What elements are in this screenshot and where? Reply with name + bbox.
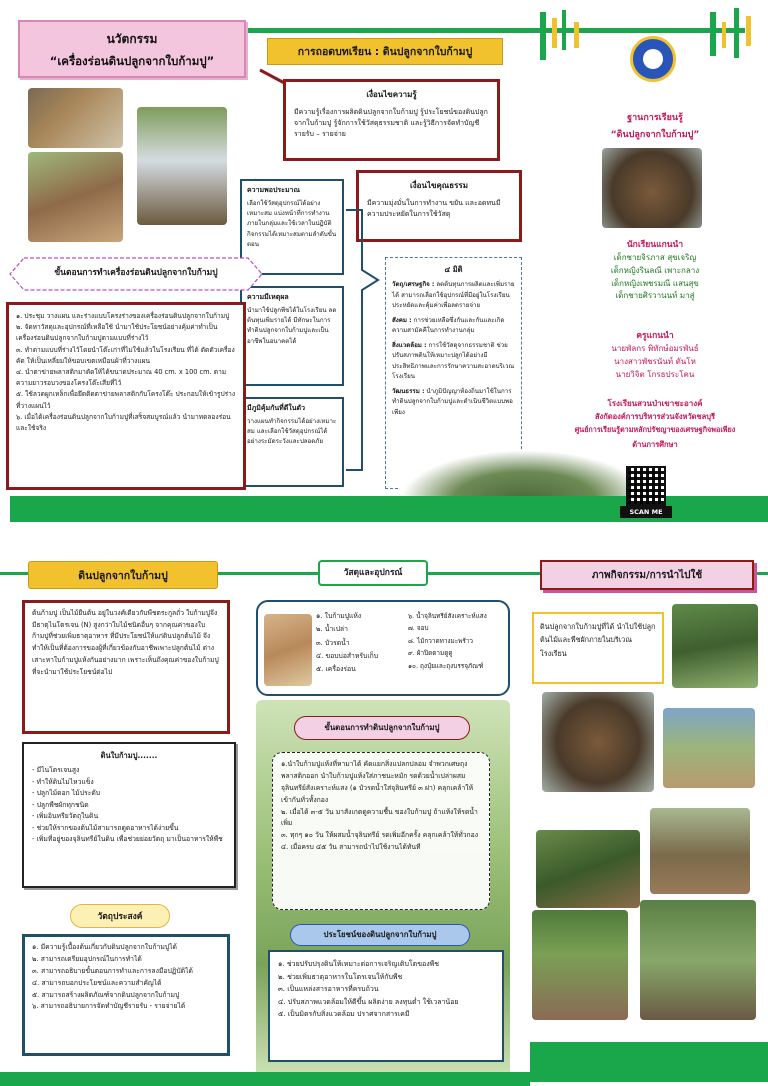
materials-right-list	[408, 610, 510, 672]
teacher-name: นายพัลกร พิทักษ์อมรพันธ์	[611, 344, 699, 353]
material-item: ๗. จอบ	[408, 624, 429, 633]
deco-stripe	[734, 8, 739, 58]
leader-name: เด็กชายจิรภาส สุขเจริญ	[613, 253, 697, 262]
bottom-green-band	[530, 1042, 768, 1082]
material-item: ๕. เครื่องร่อน	[316, 665, 356, 673]
reason-title: ความมีเหตุผล	[247, 293, 289, 301]
process-title-box	[294, 716, 470, 740]
dinbai-box	[22, 742, 236, 888]
hill-photo	[400, 450, 650, 500]
material-item: ๖. น้ำจุลินทรีย์สังเคราะห์แสง	[408, 612, 487, 620]
qr-code	[626, 466, 666, 506]
activity-text: ดินปลูกจากใบก้ามปูที่ได้ นำไปใช้ปลูกต้นไม้และพืชผักภายในบริเวณโรงเรียน	[540, 622, 656, 658]
four-dim-title: ๔ มิติ	[444, 265, 463, 274]
benefit-item: ๕. เป็นมิตรกับสิ่งแวดล้อม ปราศจากสารเคมี	[278, 1010, 410, 1019]
benefit-item: ๓. เป็นแหล่งสารอาหารที่ครบถ้วน	[278, 985, 379, 994]
benefit-box	[268, 950, 504, 1062]
benefit-item: ๔. ปรับสภาพแวดล้อมให้ดีขึ้น ผลิตง่าย ลงทุนต่ำ ใช้เวลาน้อย	[278, 997, 459, 1006]
deco-stripe	[722, 22, 726, 48]
activity-photo	[536, 830, 640, 908]
four-dim-item: สังคม : การช่วยเหลือซึ่งกันและกันและเกิดความสามัคคีในการทำงานกลุ่ม	[392, 316, 505, 335]
teacher-name: นางสาวพัชรนันท์ ตันโห	[614, 356, 696, 366]
activity-photo	[640, 900, 756, 1020]
activity-text-box	[532, 612, 664, 684]
dinbai-title: ดินใบก้ามปู.......	[100, 751, 158, 760]
reason-text: นำมาใช้ปลูกพืชได้ในโรงเรียน ลดต้นทุนเพิ่มรายได้ มีทักษะในการทำดินปลูกจากใบก้ามปูและเป็นอาชีพในอนาคตได้	[247, 307, 337, 345]
purpose-title: วัตถุประสงค์	[97, 912, 143, 922]
activity-photo	[28, 88, 123, 148]
deco-stripe	[552, 18, 557, 48]
soil-intro-box	[22, 600, 230, 734]
activity-photo	[663, 708, 755, 788]
activity-photo	[28, 152, 123, 242]
material-item: ๙. ผ้าปิดตามดูดู	[408, 649, 453, 658]
step-item: ๓. ทำตามแบบที่ร่างไว้โดยนำโต๊ะเก่าที่ไม่ใช้แล้วในโรงเรียน ที่ได้ ตัดตัวเครื่องคัด ให้เป็นเหลี่ยมให้ขอบเขตเหมือนผ้าที่วางแผน	[16, 345, 235, 365]
process-step: ๑.นำใบก้ามปูแห้งที่หามาได้ คัดแยกสิ่งแปลกปลอม จำพวกเศษถุงพลาสติกออก นำใบก้ามปูแห้งใส่ภาชนะหมัก รดด้วยน้ำเปล่าผสมจุลินทรีย์สังเคราะห์แสง (๑ บัวรดน้ำใส่จุลินทรีย์ ๓ ฝา) คลุกเคล้าให้เข้ากันทั่วทั้งกอง	[281, 760, 474, 804]
four-dim-item: วัฒนธรรม : นำภูมิปัญญาท้องถิ่นมาใช้ในการทำดินปลูกจากใบก้ามปูและดำเนินชีวิตแบบพอเพียง	[392, 387, 513, 416]
activity-photo	[137, 107, 227, 225]
benefit-item: ๒. ช่วยเพิ่มธาตุอาหารในโตรเจนให้กับพืช	[278, 972, 403, 981]
process-title: ขั้นตอนการทำดินปลูกจากใบก้ามปู	[324, 723, 440, 732]
soil-pot-photo	[602, 148, 702, 228]
material-item: ๑. ใบก้ามปูแห้ง	[316, 612, 362, 620]
purpose-item: ๕. สามารถสร้างผลิตภัณฑ์จากดินปลูกจากใบก้ามปู	[32, 990, 180, 999]
leaves-photo	[264, 614, 312, 686]
soil-intro-text: ต้นก้ามปู เป็นไม้ยืนต้น อยู่ในวงศ์เดียวกับพืชตระกูลถั่ว ใบก้ามปูจึงมีธาตุไนโตรเจน (N) สูงกว่าใบไม้ชนิดอื่นๆ จากคุณค่าของใบก้ามปูที่ช่วยเพิ่มธาตุอาหาร ที่มีประโยชน์ให้แก่ดินปลูกต้นไม้ จึงทำให้เป็นที่ต้องการของผู้ที่เกี่ยวข้องกับอาชีพเพาะปลูกต้นไม้ ต่างเสาะหาใบก้ามปูแห้งกันอย่างมาก เพราะเห็นถึงคุณค่าของใบก้ามปู ที่จะนำมาใช้ประโยชน์ต่อไป	[32, 609, 219, 676]
dinbai-item: - ปลูกไม้ดอก ไม้ประดับ	[32, 789, 101, 798]
purpose-item: ๔. สามารถบอกประโยชน์และความสำคัญได้	[32, 978, 162, 987]
center-name: ศูนย์การเรียนรู้ตามหลักปรัชญาของเศรษฐกิจพอเพียง	[574, 425, 736, 434]
purpose-item: ๑. มีความรู้เบื้องต้นเกี่ยวกับดินปลูกจากใบก้ามปูได้	[32, 943, 177, 951]
dinbai-item: - เพิ่มอินทรียวัตถุในดิน	[32, 812, 99, 821]
bottom-green-band-left	[0, 1072, 530, 1086]
dinbai-item: - ปลูกพืชผักทุกชนิด	[32, 800, 89, 809]
four-dim-item: วัตถุ/เศรษฐกิจ : ลดต้นทุนการผลิตและเพิ่มรายได้ สามารถเลือกใช้อุปกรณ์ที่มีอยู่ในโรงเรียน ประหยัดและคุ้มค่าเพื่อลดรายจ่าย	[392, 281, 515, 310]
leader-name: เด็กชายศิรวานนท์ มาสู่	[615, 291, 695, 301]
step-item: ๔. นำตาข่ายพลาสติกมาตัดให้ได้ขนาดประมาณ 40 cm. x 100 cm. ตามความยาวรอบวงของโครงโต๊ะเสียที่ไว้	[16, 368, 227, 388]
process-box	[272, 752, 490, 910]
dinbai-item: - ทำให้ดินไม่ไหวแข็ง	[32, 777, 94, 786]
moral-text: มีความมุ่งมั่นในการทำงาน ขยัน และอดทนมีความประหยัดในการใช้วัสดุ	[367, 199, 501, 218]
step-item: ๒. จัดหาวัสดุและอุปกรณ์ที่เหลือใช้ นำมาใช้ประโยชน์อย่างคุ้มค่าทำเป็นเครื่องร่อนดินปลูกจากใบก้ามปูตามแบบที่ร่างไว้	[16, 323, 218, 343]
moderation-text: เลือกใช้วัสดุอุปกรณ์ได้อย่างเหมาะสม แบ่งหน้าที่การทำงานภายในกลุ่มและใช้เวลาในปฏิบัติกิจกรรมได้เหมาะสมตามลำดับขั้นตอน	[247, 200, 337, 248]
immunity-text: วางแผนทำกิจกรรมได้อย่างเหมาะสม และเลือกใช้วัสดุอุปกรณ์ได้อย่างระมัดระวังและปลอดภัย	[247, 418, 337, 446]
material-item: ๓. บัวรดน้ำ	[316, 638, 350, 647]
immunity-box	[240, 397, 344, 487]
purpose-box	[22, 934, 230, 1056]
knowledge-condition-box	[283, 79, 500, 161]
step-item: ๕. ใช้ลวดผูกเหล็กเพื่อยึดติดตาข่ายพลาสติกกับโครงโต๊ะ ประกอบให้เข้ารูปร่างที่วางแผนไว้	[16, 390, 236, 410]
leaders-list	[560, 252, 750, 303]
activity-photo	[532, 910, 628, 1020]
purpose-title-box	[70, 904, 170, 928]
benefit-title-box	[290, 924, 470, 946]
title-line2: “เครื่องร่อนดินปลูกจากใบก้ามปู”	[49, 54, 215, 68]
deco-stripe	[710, 12, 716, 56]
benefit-item: ๑. ช่วยปรับปรุงดินให้เหมาะต่อการเจริญเติบโตของพืช	[278, 960, 439, 968]
activity-title-box	[540, 560, 754, 590]
material-item: ๑๐. ถุงปุ๋ยและถุงบรรจุภัณฑ์	[408, 661, 484, 670]
leader-name: เด็กหญิงรินลณี เพาะกลาง	[610, 265, 700, 275]
activity-title: ภาพกิจกรรม/การนำไปใช้	[591, 570, 703, 581]
immunity-title: มีภูมิคุ้มกันที่ดีในตัว	[247, 404, 306, 412]
materials-box	[256, 600, 510, 696]
activity-photo	[542, 692, 654, 792]
teacher-name: นายวิจิต โกรธประโคน	[615, 369, 695, 379]
activity-photo	[672, 604, 758, 688]
process-step: ๓. ทุกๆ ๑๐ วัน ให้ผสมน้ำจุลินทรีย์ รดเพิ่มอีกครั้ง คลุกเคล้าให้ทั่วกอง	[281, 831, 479, 840]
bracket-arrow	[344, 200, 384, 480]
learning-base-title: ฐานการเรียนรู้	[627, 113, 683, 123]
benefit-title: ประโยชน์ของดินปลูกจากใบก้ามปู	[323, 930, 437, 939]
soil-title: ดินปลูกจากใบก้ามปู	[78, 570, 168, 582]
purpose-item: ๓. สามารถอธิบายขั้นตอนการทำและการลงมือปฏิบัติได้	[32, 966, 193, 975]
deco-stripe	[746, 16, 751, 46]
process-step: ๔. เมื่อครบ ๔๕ วัน สามารถนำไปใช้งานได้ทันที	[281, 843, 421, 852]
step-item: ๖. เมื่อได้เครื่องร่อนดินปลูกจากใบก้ามปูที่เสร็จสมบูรณ์แล้ว นำมาทดลองร่อนและใช้จริง	[16, 412, 231, 433]
leader-name: เด็กหญิงเพชรมณี แสนสุข	[611, 278, 699, 288]
scan-me-label: SCAN ME	[620, 506, 672, 518]
dinbai-item: - ช่วยให้รากของต้นไม้สามารถดูดอาหารได้ง่ายขึ้น	[32, 823, 179, 832]
materials-title-box	[318, 560, 428, 586]
purpose-item: ๒. สามารถเตรียมอุปกรณ์ในการทำได้	[32, 954, 142, 963]
materials-title: วัสดุและอุปกรณ์	[343, 568, 403, 578]
steps-box	[6, 302, 246, 490]
knowledge-title: เงื่อนไขความรู้	[366, 90, 417, 99]
lesson-banner-text: การถอดบทเรียน : ดินปลูกจากใบก้ามปู	[297, 46, 473, 58]
moderation-title: ความพอประมาณ	[247, 186, 300, 194]
dinbai-item: - เพิ่มที่อยู่ของจุลินทรีย์ในดิน เพื่อช่วยย่อยวัตถุ มาเป็นอาหารให้พืช	[32, 835, 223, 844]
material-item: ๒. น้ำเปล่า	[316, 625, 348, 634]
reason-box	[240, 286, 344, 386]
steps-heading: ขั้นตอนการทำเครื่องร่อนดินปลูกจากใบก้ามปู	[54, 268, 218, 278]
school-logo	[630, 36, 676, 82]
learning-base-subtitle: “ดินปลูกจากใบก้ามปู”	[610, 130, 700, 140]
four-dim-item: สิ่งแวดล้อม : การใช้วัสดุจากธรรมชาติ ช่วยปรับสภาพดินให้เหมาะปลูกได้อย่างมีประสิทธิภาพและการรักษาความสะอาดบริเวณโรงเรียน	[392, 341, 515, 381]
purpose-item: ๖. สามารถอธิบายการจัดทำบัญชีรายรับ - รายจ่ายได้	[32, 1002, 186, 1011]
teachers-list	[560, 343, 750, 381]
deco-stripe	[540, 12, 546, 60]
materials-left-list	[316, 610, 416, 676]
soil-title-banner	[28, 561, 218, 589]
teachers-title: ครูแกนนำ	[636, 331, 674, 341]
material-item: ๔. ขอบบ่อสำหรับเก็บ	[316, 651, 379, 660]
process-step: ๒. เมื่อได้ ๓-๕ วัน มาสังเกตดูความชื้น ของใบก้ามปู ถ้าแห้งให้รดน้ำเพิ่ม	[281, 807, 478, 828]
knowledge-text: มีความรู้เรื่องการผลิตดินปลูกจากใบก้ามปู รู้ประโยชน์ของดินปลูกจากใบก้ามปู รู้จักการใช้วัสดุธรรมชาติ และรู้วิธีการจัดทำบัญชีรายรับ – รายจ่าย	[294, 108, 488, 138]
leaders-title: นักเรียนแกนนำ	[626, 240, 684, 250]
innovation-title-box	[18, 20, 246, 78]
deco-stripe	[574, 22, 579, 48]
top-green-line	[245, 28, 745, 33]
moral-title: เงื่อนไขคุณธรรม	[410, 181, 468, 190]
deco-stripe	[562, 10, 566, 50]
school-name: โรงเรียนสวนป่าเขาชะอางค์	[607, 399, 703, 408]
step-item: ๑. ประชุม วางแผน และร่างแบบโครงร่างของเครื่องร่อนดินปลูกจากใบก้ามปู	[16, 312, 230, 320]
material-item: ๘. ไม้กวาดทางมะพร้าว	[408, 636, 474, 645]
activity-photo	[650, 808, 750, 894]
district-name: สังกัดองค์การบริหารส่วนจังหวัดชลบุรี	[594, 412, 716, 421]
center-name-2: ด้านการศึกษา	[632, 440, 678, 449]
title-line1: นวัตกรรม	[106, 32, 158, 46]
dinbai-item: - มีไนโตรเจนสูง	[32, 766, 80, 774]
